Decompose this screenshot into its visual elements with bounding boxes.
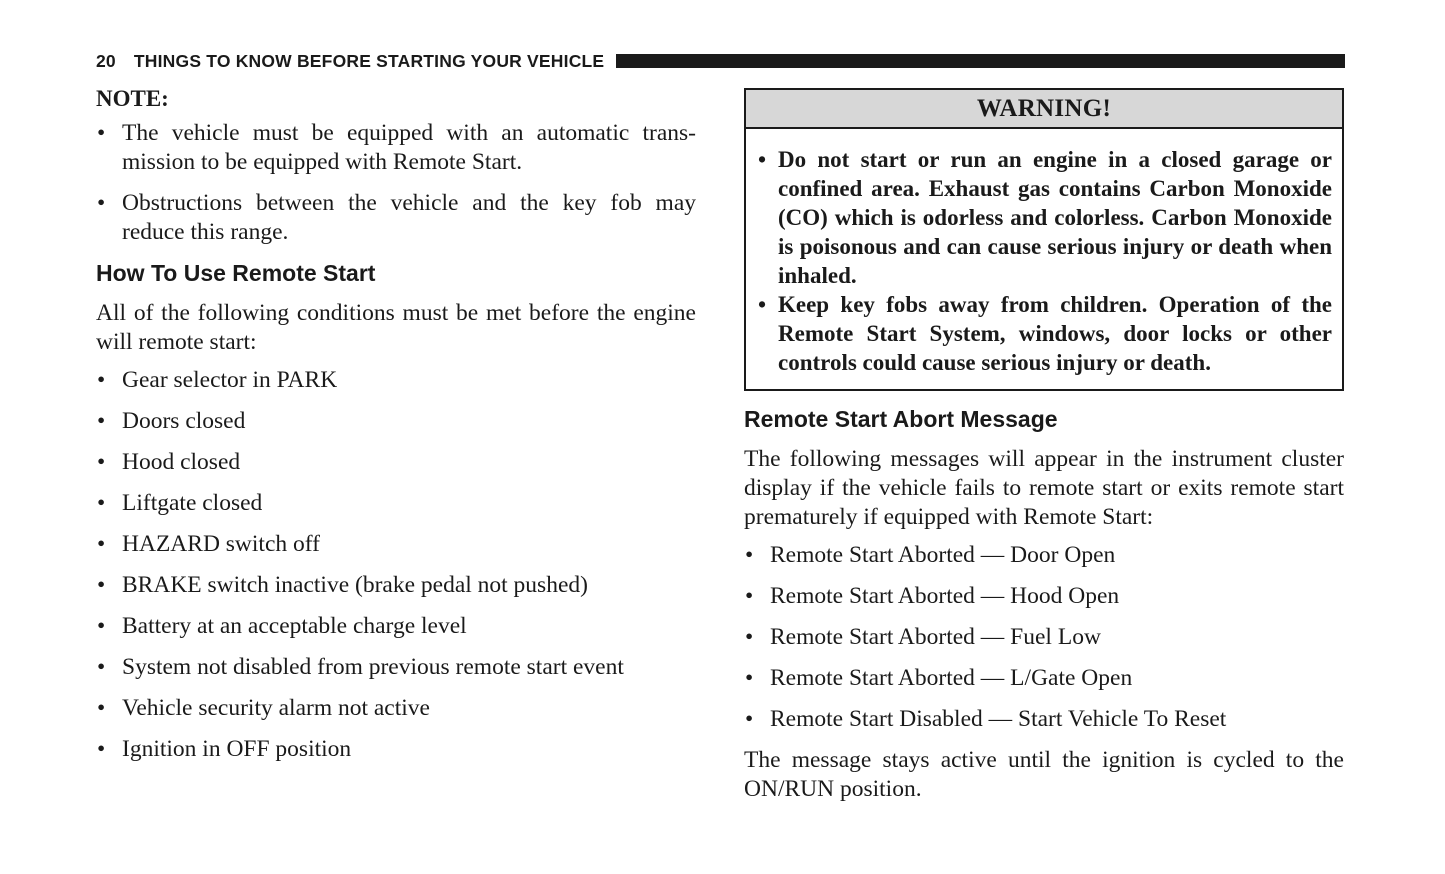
warning-list [746, 129, 1342, 389]
chapter-title: THINGS TO KNOW BEFORE STARTING YOUR VEHICLE [133, 50, 605, 71]
header-rule [616, 54, 1345, 68]
conditions-intro: All of the following conditions must be met before the engine will remote start: [96, 300, 696, 355]
abort-message-item: • Remote Start Aborted — L/Gate Open [745, 665, 1133, 691]
abort-message-item: • Remote Start Aborted — Fuel Low [745, 624, 1101, 650]
abort-message-item: • Remote Start Aborted — Hood Open [745, 583, 1120, 609]
abort-message-item: • Remote Start Aborted — Door Open [745, 542, 1116, 568]
closing-paragraph: The message stays active until the ignition is cycled to the ON/RUN position. [744, 747, 1344, 802]
bullet-icon: • [97, 408, 106, 434]
bullet-icon: • [745, 624, 754, 650]
section-title-how-to-use: How To Use Remote Start [96, 260, 376, 286]
condition-item: • Hood closed [97, 449, 241, 475]
condition-item: • HAZARD switch off [97, 531, 320, 557]
left-column [96, 84, 696, 776]
bullet-icon: • [97, 572, 106, 598]
bullet-icon: • [745, 542, 754, 568]
bullet-icon: • [97, 367, 106, 393]
condition-item: • Liftgate closed [97, 490, 263, 516]
warning-item: • Do not start or run an engine in a closed garage or confined area. Exhaust gas contains Carbon Monoxide (CO) which is odorless and colorless. Carbon Monoxide is poisonous and can cause serious injury or death when inhaled. [758, 147, 1332, 288]
bullet-icon: • [97, 695, 106, 721]
note-list [96, 119, 696, 247]
right-column [744, 84, 1344, 813]
bullet-icon: • [97, 613, 106, 639]
bullet-icon: • [97, 120, 106, 146]
note-item: • Obstructions between the vehicle and the key fob may reduce this range. [97, 190, 696, 245]
bullet-icon: • [97, 449, 106, 475]
abort-message-item: • Remote Start Disabled — Start Vehicle To Reset [745, 706, 1227, 732]
bullet-icon: • [97, 490, 106, 516]
condition-item: • System not disabled from previous remote start event [97, 654, 624, 680]
bullet-icon: • [97, 654, 106, 680]
warning-box [744, 88, 1344, 391]
condition-item: • Battery at an acceptable charge level [97, 613, 467, 639]
bullet-icon: • [745, 583, 754, 609]
abort-messages-list [744, 541, 1344, 734]
condition-item: • Gear selector in PARK [97, 367, 338, 393]
conditions-list [96, 366, 696, 764]
warning-title: WARNING! [746, 90, 1342, 129]
warning-item: • Keep key fobs away from children. Operation of the Remote Start System, windows, door locks or other controls could cause serious injury or death. [758, 292, 1332, 375]
bullet-icon: • [758, 292, 767, 317]
bullet-icon: • [758, 147, 767, 172]
bullet-icon: • [745, 706, 754, 732]
note-title: NOTE: [96, 86, 169, 111]
bullet-icon: • [745, 665, 754, 691]
bullet-icon: • [97, 736, 106, 762]
bullet-icon: • [97, 190, 106, 216]
condition-item: • Ignition in OFF position [97, 736, 352, 762]
condition-item: • Doors closed [97, 408, 246, 434]
condition-item: • Vehicle security alarm not active [97, 695, 430, 721]
section-title-abort-message: Remote Start Abort Message [744, 406, 1058, 432]
bullet-icon: • [97, 531, 106, 557]
abort-intro: The following messages will appear in the instrument cluster display if the vehicle fails to remote start or exits remote start prematurely if equipped with Remote Start: [744, 446, 1344, 530]
page-number: 20 [96, 50, 116, 71]
page-header [96, 49, 1345, 73]
condition-item: • BRAKE switch inactive (brake pedal not pushed) [97, 572, 588, 598]
note-item: • The vehicle must be equipped with an automatic transmission to be equipped with Remote Start. [97, 120, 696, 175]
